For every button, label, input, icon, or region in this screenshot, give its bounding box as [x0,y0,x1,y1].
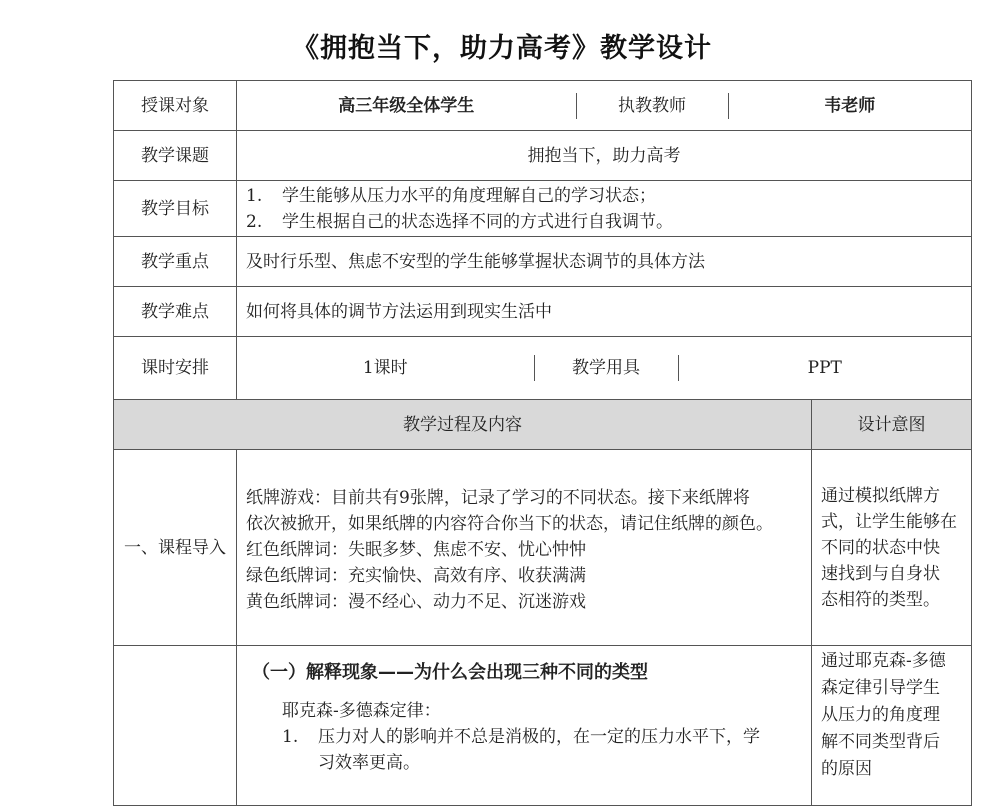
key-label: 教学重点 [114,237,237,287]
row-topic [114,131,972,181]
teacher-value: 韦老师 [728,93,971,119]
goals-list [246,183,962,235]
topic-label: 教学课题 [114,131,237,181]
process-content-header: 教学过程及内容 [114,400,812,450]
law-item: 1. 压力对人的影响并不总是消极的，在一定的压力水平下，学 习效率更高。 [282,727,760,773]
difficulty-label: 教学难点 [114,287,237,337]
section1-label: 一、课程导入 [114,450,237,646]
row-goals [114,181,972,237]
section-course-intro [114,450,972,646]
row-audience [114,81,972,131]
tools-value: PPT [678,355,971,381]
section2-label [114,646,237,806]
law-title: 耶克森-多德森定律： [282,701,441,721]
goal-item: 2. 学生根据自己的状态选择不同的方式进行自我调节。 [246,211,673,232]
topic-value: 拥抱当下，助力高考 [237,131,972,181]
schedule-value: 1课时 [362,358,408,378]
goals-label: 教学目标 [114,181,237,237]
document-title: 《拥抱当下，助力高考》教学设计 [292,33,712,64]
section2-intent: 通过耶克森-多德 森定律引导学生 从压力的角度理 解不同类型背后 的原因 [812,646,972,806]
section1-content: 纸牌游戏：目前共有9张牌，记录了学习的不同状态。接下来纸牌将 依次被掀开，如果纸牌的内容符合你当下的状态，请记住纸牌的颜色。 红色纸牌词：失眠多梦、焦虑不安、忧心忡忡 绿色纸牌词：充实愉快、高效有序、收获满满 黄色纸牌词：漫不经心、动力不足、沉迷游戏 [237,450,812,646]
section2-content [237,646,812,806]
tools-label: 教学用具 [534,355,678,381]
difficulty-value: 如何将具体的调节方法运用到现实生活中 [237,287,972,337]
key-value: 及时行乐型、焦虑不安型的学生能够掌握状态调节的具体方法 [237,237,972,287]
audience-value: 高三年级全体学生 [338,95,475,116]
row-key-points [114,237,972,287]
section1-intent: 通过模拟纸牌方 式，让学生能够在 不同的状态中快 速找到与自身状 态相符的类型。 [812,450,972,646]
row-difficulty [114,287,972,337]
goal-item: 1. 学生能够从压力水平的角度理解自己的学习状态； [246,185,656,206]
section-explain [114,646,972,806]
schedule-label: 课时安排 [114,337,237,400]
design-intent-header: 设计意图 [812,400,972,450]
process-header-row [114,400,972,450]
row-schedule [114,337,972,400]
law-list [246,724,802,776]
section2-subtitle: （一）解释现象——为什么会出现三种不同的类型 [252,662,648,683]
teacher-label: 执教教师 [576,93,728,119]
audience-label: 授课对象 [114,81,237,131]
lesson-plan-table [113,80,972,806]
